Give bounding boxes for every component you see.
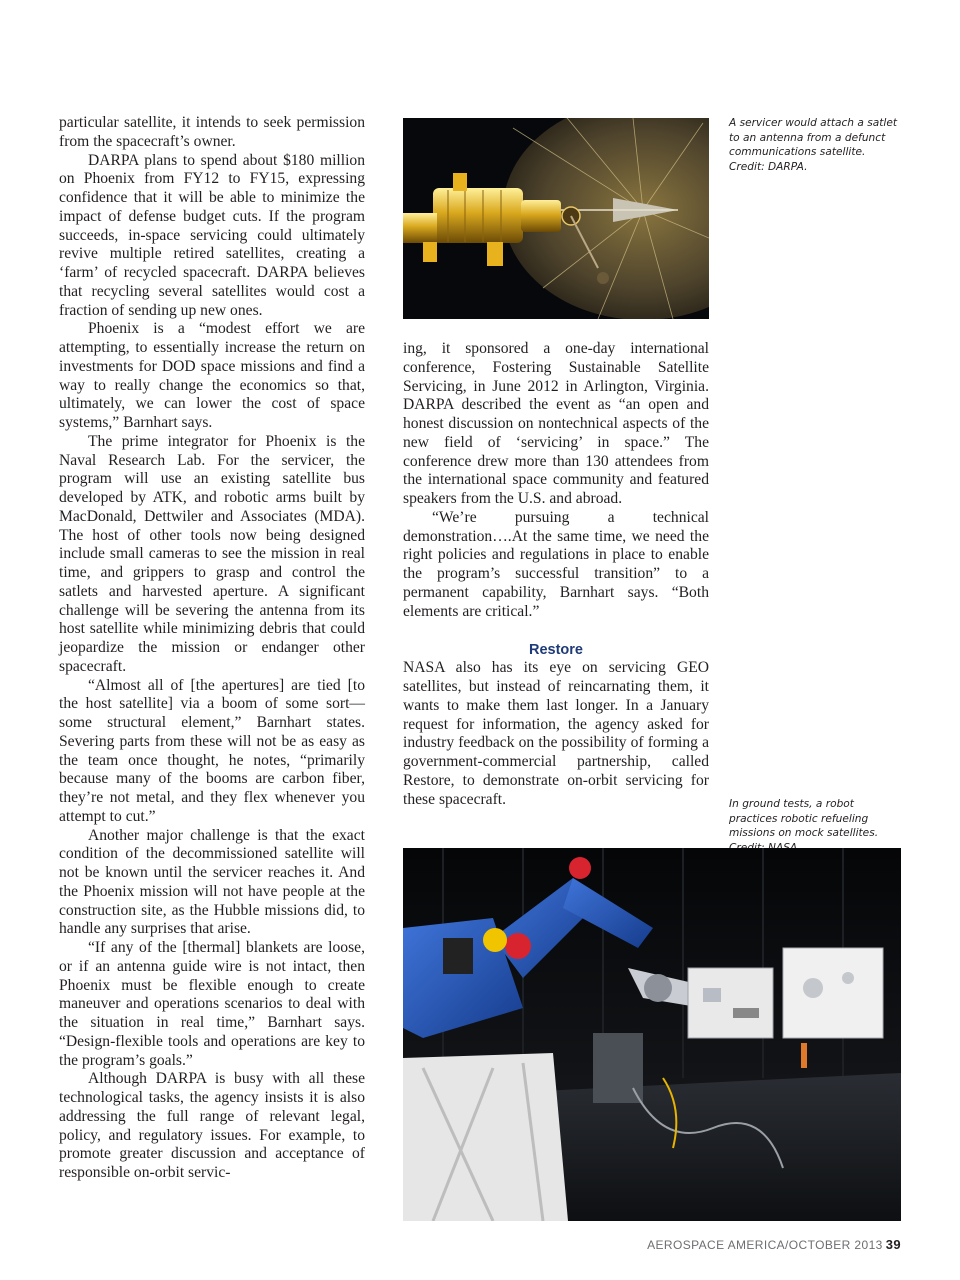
satellite-caption: A servicer would attach a satlet to an antenna from a defunct communications satellite. Credit: DARPA. <box>729 117 898 173</box>
robot-lab-graphic <box>403 848 901 1221</box>
paragraph: The prime integrator for Phoenix is the Naval Research Lab. For the servicer, the program will use an existing satellite bus developed by ATK, and robotic arms built by MacDonald, Dettwiler and Associates (MDA). The host of other tools now being designed include small cameras to see the mission in real time, and grippers to grasp and control the satlets and harvested aperture. A significant challenge will be severing the antenna from its host satellite while minimizing debris that could jeopardize the mission or endanger other spacecraft. <box>59 432 365 675</box>
paragraph: Another major challenge is that the exact condition of the decommissioned satellite will not be known until the servicer reaches it. And the Phoenix mission will not have people at the construction site, as the Hubble missions did, to handle any surprises that arise. <box>59 826 365 938</box>
paragraph: DARPA plans to spend about $180 million on Phoenix from FY12 to FY15, expressing confidence that it will be able to minimize the impact of defense budget cuts. If the program succeeds, in-space servicing could ultimately revive multiple retired satellites, creating a ‘farm’ of recycled spacecraft. DARPA believes that recycling several satellites would cost a fraction of sending up new ones. <box>59 151 365 319</box>
middle-text-column <box>403 340 709 809</box>
paragraph: particular satellite, it intends to seek permission from the spacecraft’s owner. <box>59 114 365 150</box>
paragraph: “Almost all of [the apertures] are tied [to the host satellite] via a boom of some sort—some structural element,” Barnhart states. Severing parts from these will not be as easy as the team once thought, he notes, “primarily because many of the booms are carbon fiber, they’re not metal, and they flex whenever you attempt to cut.” <box>59 676 365 825</box>
paragraph: “If any of the [thermal] blankets are loose, or if an antenna guide wire is not intact, then Phoenix must be flexible enough to create maneuver and operations scenarios to deal with the situation in real time,” Barnhart says. “Design-flexible tools and operations are key to the program’s goals.” <box>59 939 365 1069</box>
paragraph: Although DARPA is busy with all these technological tasks, the agency insists it is also addressing the full range of relevant legal, policy, and regulatory issues. For example, to promote greater discussion and acceptance of responsible on-orbit servic- <box>59 1070 365 1181</box>
paragraph: Phoenix is a “modest effort we are attempting, to essentially increase the return on investments for DOD space missions and find a way to really change the economics so that, ultimately, we can lower the cost of space systems,” Barnhart says. <box>59 320 365 431</box>
satellite-illustration-graphic <box>403 118 709 319</box>
satellite-servicer-illustration <box>403 118 709 319</box>
publication-name: AEROSPACE AMERICA/OCTOBER 2013 <box>647 1238 883 1252</box>
paragraph: “We’re pursuing a technical demonstration….At the same time, we need the right policies and regulations in place to enable the program’s successful transition” to a permanent capability, Barnhart says. “Both elements are critical.” <box>403 508 709 620</box>
left-text-column <box>59 114 365 1183</box>
section-heading-restore: Restore <box>529 642 583 659</box>
page-footer <box>647 1237 901 1252</box>
page-number: 39 <box>885 1237 901 1252</box>
robot-caption: In ground tests, a robot practices robotic refueling missions on mock satellites. <box>729 798 879 839</box>
robot-refueling-photo <box>403 848 901 1221</box>
paragraph: ing, it sponsored a one-day international conference, Fostering Sustainable Satellite Servicing, in June 2012 in Arlington, Virginia. DARPA described the event as “an open and honest discussion on nontechnical aspects of the new field of ‘servicing’ in space.” The conference drew more than 130 attendees from the international space community and featured speakers from the U.S. and abroad. <box>403 340 709 507</box>
paragraph: NASA also has its eye on servicing GEO satellites, but instead of reincarnating them, it wants to make them last longer. In a January request for information, the agency asked for industry feedback on the possibility of forming a government-commercial partnership, called Restore, to demonstrate on-orbit servicing for these spacecraft. <box>403 659 709 808</box>
